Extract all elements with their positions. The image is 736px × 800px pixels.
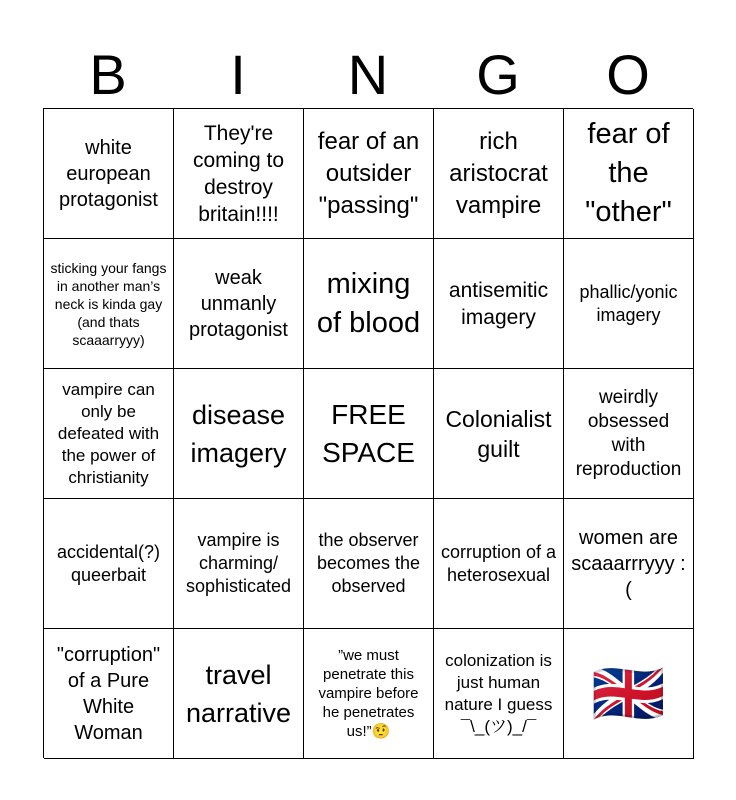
cell-text: ”we must penetrate this vampire before he penetrates us!”🤨 <box>318 647 419 740</box>
bingo-cell[interactable] <box>44 499 174 629</box>
bingo-cell[interactable] <box>434 369 564 499</box>
cell-text: sticking your fangs in another man’s neck is kinda gay (and thats scaaarryyy) <box>50 259 167 348</box>
bingo-cell[interactable] <box>44 109 174 239</box>
bingo-cell[interactable] <box>44 239 174 369</box>
cell-text: antisemitic imagery <box>448 278 549 329</box>
bingo-cell[interactable] <box>304 109 434 239</box>
bingo-cell[interactable] <box>564 239 694 369</box>
union-jack-flag-icon: 🇬🇧 <box>591 659 666 727</box>
bingo-cell[interactable] <box>304 369 434 499</box>
cell-text: accidental(?) queerbait <box>56 541 161 585</box>
cell-text: fear of an outsider "passing" <box>317 127 420 219</box>
bingo-grid <box>43 108 693 758</box>
cell-text: phallic/yonic imagery <box>579 281 678 325</box>
bingo-cell[interactable] <box>174 499 304 629</box>
cell-text: white european protagonist <box>59 136 158 211</box>
cell-text: weak unmanly protagonist <box>189 266 288 341</box>
cell-text: travel narrative <box>185 659 292 728</box>
bingo-cell[interactable] <box>304 239 434 369</box>
bingo-cell[interactable] <box>434 499 564 629</box>
header-letter-n: N <box>347 43 389 106</box>
header-letter-g: G <box>476 43 520 106</box>
bingo-cell[interactable] <box>564 629 694 759</box>
bingo-cell[interactable] <box>174 109 304 239</box>
cell-text: women are scaaarrryyy :( <box>571 526 686 601</box>
bingo-cell[interactable] <box>304 629 434 759</box>
cell-text: mixing of blood <box>316 267 421 339</box>
cell-text: FREE SPACE <box>322 398 415 468</box>
cell-text: weirdly obsessed with reproduction <box>575 386 682 480</box>
cell-text: rich aristocrat vampire <box>449 127 548 219</box>
bingo-header <box>43 42 693 108</box>
cell-text: They're coming to destroy britain!!!! <box>192 121 285 226</box>
bingo-cell[interactable] <box>434 109 564 239</box>
bingo-cell[interactable] <box>174 369 304 499</box>
cell-text: colonization is just human nature I guess ¯\_(ツ)_/¯ <box>444 650 553 736</box>
header-letter-i: I <box>230 43 246 106</box>
bingo-cell[interactable] <box>434 239 564 369</box>
bingo-cell[interactable] <box>564 109 694 239</box>
bingo-cell[interactable] <box>44 369 174 499</box>
cell-text: the observer becomes the observed <box>316 530 421 596</box>
bingo-cell[interactable] <box>174 239 304 369</box>
bingo-cell[interactable] <box>174 629 304 759</box>
cell-text: disease imagery <box>190 399 287 468</box>
cell-text: fear of the "other" <box>585 118 672 228</box>
bingo-cell[interactable] <box>44 629 174 759</box>
header-letter-b: B <box>89 43 127 106</box>
cell-text: corruption of a heterosexual <box>440 541 557 585</box>
bingo-cell[interactable] <box>564 499 694 629</box>
bingo-cell[interactable] <box>304 499 434 629</box>
cell-text: Colonialist guilt <box>445 405 552 462</box>
cell-text: "corruption" of a Pure White Woman <box>56 643 161 744</box>
bingo-cell[interactable] <box>564 369 694 499</box>
bingo-cell[interactable] <box>434 629 564 759</box>
cell-text: vampire is charming/ sophisticated <box>185 530 292 596</box>
cell-text: vampire can only be defeated with the power of christianity <box>57 379 160 487</box>
header-letter-o: O <box>606 43 650 106</box>
